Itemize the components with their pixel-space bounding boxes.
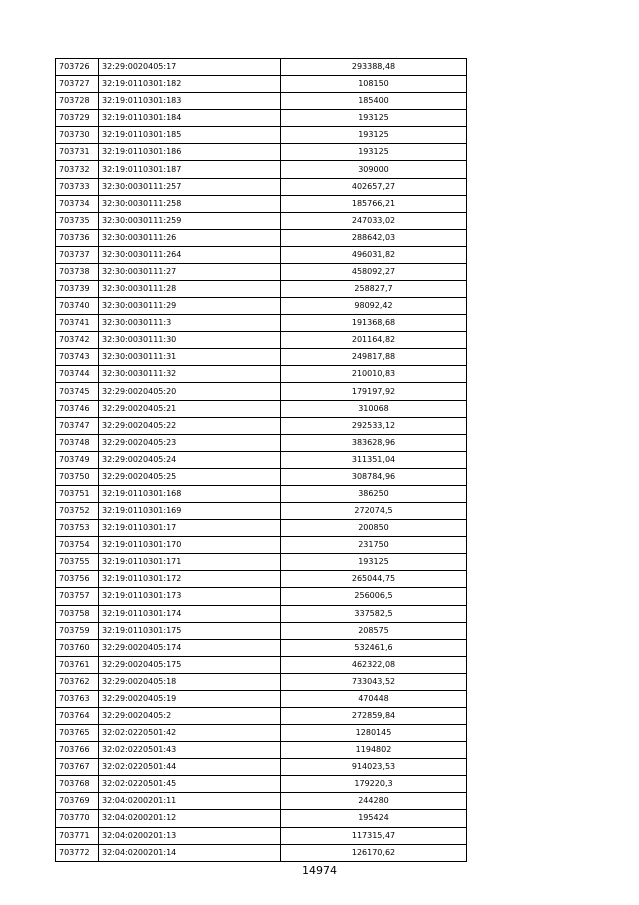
row-id-cell: 703739 xyxy=(56,281,99,298)
cadastral-value-cell: 179197,92 xyxy=(281,383,467,400)
row-id-cell: 703768 xyxy=(56,776,99,793)
cadastral-number-cell: 32:19:0110301:187 xyxy=(99,161,281,178)
cadastral-number-cell: 32:19:0110301:184 xyxy=(99,110,281,127)
cadastral-value-cell: 98092,42 xyxy=(281,298,467,315)
row-id-cell: 703728 xyxy=(56,93,99,110)
row-id-cell: 703755 xyxy=(56,554,99,571)
cadastral-value-cell: 272859,84 xyxy=(281,707,467,724)
row-id-cell: 703765 xyxy=(56,725,99,742)
table-row xyxy=(56,520,467,537)
table-row xyxy=(56,246,467,263)
cadastral-number-cell: 32:19:0110301:17 xyxy=(99,520,281,537)
cadastral-number-cell: 32:29:0020405:22 xyxy=(99,417,281,434)
table-row xyxy=(56,793,467,810)
table-row xyxy=(56,212,467,229)
row-id-cell: 703753 xyxy=(56,520,99,537)
row-id-cell: 703733 xyxy=(56,178,99,195)
row-id-cell: 703729 xyxy=(56,110,99,127)
cadastral-number-cell: 32:19:0110301:174 xyxy=(99,605,281,622)
cadastral-number-cell: 32:19:0110301:171 xyxy=(99,554,281,571)
cadastral-value-cell: 288642,03 xyxy=(281,229,467,246)
cadastral-value-cell: 386250 xyxy=(281,485,467,502)
cadastral-value-cell: 191368,68 xyxy=(281,315,467,332)
table-row xyxy=(56,76,467,93)
table-row xyxy=(56,605,467,622)
table-row xyxy=(56,332,467,349)
cadastral-value-cell: 249817,88 xyxy=(281,349,467,366)
cadastral-value-cell: 914023,53 xyxy=(281,759,467,776)
table-row xyxy=(56,571,467,588)
cadastral-number-cell: 32:19:0110301:169 xyxy=(99,503,281,520)
cadastral-number-cell: 32:29:0020405:175 xyxy=(99,656,281,673)
cadastral-number-cell: 32:19:0110301:186 xyxy=(99,144,281,161)
cadastral-number-cell: 32:29:0020405:2 xyxy=(99,707,281,724)
table-row xyxy=(56,127,467,144)
table-row xyxy=(56,400,467,417)
cadastral-number-cell: 32:04:0200201:13 xyxy=(99,827,281,844)
table-row xyxy=(56,588,467,605)
row-id-cell: 703732 xyxy=(56,161,99,178)
table-row xyxy=(56,383,467,400)
cadastral-number-cell: 32:19:0110301:183 xyxy=(99,93,281,110)
cadastral-number-cell: 32:29:0020405:25 xyxy=(99,468,281,485)
cadastral-value-cell: 292533,12 xyxy=(281,417,467,434)
cadastral-number-cell: 32:02:0220501:42 xyxy=(99,725,281,742)
table-row xyxy=(56,161,467,178)
cadastral-value-cell: 1194802 xyxy=(281,742,467,759)
cadastral-number-cell: 32:29:0020405:174 xyxy=(99,639,281,656)
cadastral-number-cell: 32:19:0110301:182 xyxy=(99,76,281,93)
cadastral-number-cell: 32:30:0030111:31 xyxy=(99,349,281,366)
cadastral-value-cell: 247033,02 xyxy=(281,212,467,229)
cadastral-number-cell: 32:29:0020405:24 xyxy=(99,451,281,468)
cadastral-value-cell: 310068 xyxy=(281,400,467,417)
table-row xyxy=(56,537,467,554)
cadastral-value-cell: 458092,27 xyxy=(281,263,467,280)
cadastral-number-cell: 32:19:0110301:173 xyxy=(99,588,281,605)
cadastral-value-cell: 258827,7 xyxy=(281,281,467,298)
cadastral-number-cell: 32:30:0030111:258 xyxy=(99,195,281,212)
row-id-cell: 703730 xyxy=(56,127,99,144)
row-id-cell: 703771 xyxy=(56,827,99,844)
table-row xyxy=(56,673,467,690)
cadastral-number-cell: 32:02:0220501:45 xyxy=(99,776,281,793)
row-id-cell: 703745 xyxy=(56,383,99,400)
row-id-cell: 703766 xyxy=(56,742,99,759)
cadastral-number-cell: 32:29:0020405:17 xyxy=(99,59,281,76)
cadastral-value-cell: 402657,27 xyxy=(281,178,467,195)
cadastral-number-cell: 32:29:0020405:21 xyxy=(99,400,281,417)
cadastral-value-cell: 308784,96 xyxy=(281,468,467,485)
cadastral-number-cell: 32:29:0020405:19 xyxy=(99,690,281,707)
row-id-cell: 703738 xyxy=(56,263,99,280)
table-body xyxy=(56,59,467,862)
cadastral-number-cell: 32:29:0020405:20 xyxy=(99,383,281,400)
row-id-cell: 703763 xyxy=(56,690,99,707)
row-id-cell: 703746 xyxy=(56,400,99,417)
cadastral-number-cell: 32:19:0110301:172 xyxy=(99,571,281,588)
table-row xyxy=(56,110,467,127)
row-id-cell: 703743 xyxy=(56,349,99,366)
table-row xyxy=(56,349,467,366)
row-id-cell: 703762 xyxy=(56,673,99,690)
table-row xyxy=(56,468,467,485)
table-row xyxy=(56,690,467,707)
table-row xyxy=(56,503,467,520)
cadastral-number-cell: 32:19:0110301:168 xyxy=(99,485,281,502)
table-row xyxy=(56,844,467,861)
cadastral-value-cell: 1280145 xyxy=(281,725,467,742)
cadastral-number-cell: 32:30:0030111:29 xyxy=(99,298,281,315)
table-row xyxy=(56,451,467,468)
cadastral-number-cell: 32:29:0020405:23 xyxy=(99,434,281,451)
row-id-cell: 703742 xyxy=(56,332,99,349)
cadastral-value-cell: 462322,08 xyxy=(281,656,467,673)
cadastral-value-cell: 231750 xyxy=(281,537,467,554)
row-id-cell: 703737 xyxy=(56,246,99,263)
cadastral-value-cell: 193125 xyxy=(281,554,467,571)
cadastral-number-cell: 32:30:0030111:26 xyxy=(99,229,281,246)
row-id-cell: 703761 xyxy=(56,656,99,673)
row-id-cell: 703736 xyxy=(56,229,99,246)
cadastral-value-cell: 179220,3 xyxy=(281,776,467,793)
row-id-cell: 703726 xyxy=(56,59,99,76)
cadastral-value-cell: 265044,75 xyxy=(281,571,467,588)
cadastral-value-cell: 496031,82 xyxy=(281,246,467,263)
cadastral-value-cell: 126170,62 xyxy=(281,844,467,861)
row-id-cell: 703748 xyxy=(56,434,99,451)
table-row xyxy=(56,810,467,827)
table-row xyxy=(56,656,467,673)
row-id-cell: 703741 xyxy=(56,315,99,332)
cadastral-value-cell: 200850 xyxy=(281,520,467,537)
row-id-cell: 703740 xyxy=(56,298,99,315)
table-row xyxy=(56,434,467,451)
cadastral-value-cell: 293388,48 xyxy=(281,59,467,76)
cadastral-number-cell: 32:30:0030111:259 xyxy=(99,212,281,229)
row-id-cell: 703772 xyxy=(56,844,99,861)
table-row xyxy=(56,417,467,434)
row-id-cell: 703744 xyxy=(56,366,99,383)
row-id-cell: 703757 xyxy=(56,588,99,605)
cadastral-number-cell: 32:30:0030111:27 xyxy=(99,263,281,280)
cadastral-value-cell: 470448 xyxy=(281,690,467,707)
table-row xyxy=(56,144,467,161)
cadastral-value-cell: 383628,96 xyxy=(281,434,467,451)
table-row xyxy=(56,93,467,110)
cadastral-value-cell: 193125 xyxy=(281,144,467,161)
row-id-cell: 703749 xyxy=(56,451,99,468)
row-id-cell: 703727 xyxy=(56,76,99,93)
row-id-cell: 703750 xyxy=(56,468,99,485)
table-row xyxy=(56,195,467,212)
table-row xyxy=(56,742,467,759)
row-id-cell: 703747 xyxy=(56,417,99,434)
cadastral-value-cell: 117315,47 xyxy=(281,827,467,844)
table-row xyxy=(56,622,467,639)
cadastral-number-cell: 32:30:0030111:30 xyxy=(99,332,281,349)
table-row xyxy=(56,366,467,383)
table-row xyxy=(56,725,467,742)
cadastral-value-cell: 108150 xyxy=(281,76,467,93)
table-row xyxy=(56,827,467,844)
cadastral-value-cell: 532461,6 xyxy=(281,639,467,656)
cadastral-number-cell: 32:04:0200201:14 xyxy=(99,844,281,861)
row-id-cell: 703767 xyxy=(56,759,99,776)
cadastral-value-cell: 201164,82 xyxy=(281,332,467,349)
table-row xyxy=(56,59,467,76)
table-row xyxy=(56,263,467,280)
table-row xyxy=(56,707,467,724)
cadastral-value-cell: 337582,5 xyxy=(281,605,467,622)
cadastral-number-cell: 32:30:0030111:28 xyxy=(99,281,281,298)
table-row xyxy=(56,315,467,332)
row-id-cell: 703734 xyxy=(56,195,99,212)
cadastral-value-cell: 210010,83 xyxy=(281,366,467,383)
row-id-cell: 703764 xyxy=(56,707,99,724)
row-id-cell: 703758 xyxy=(56,605,99,622)
cadastral-value-cell: 244280 xyxy=(281,793,467,810)
cadastral-number-cell: 32:19:0110301:170 xyxy=(99,537,281,554)
cadastral-number-cell: 32:04:0200201:11 xyxy=(99,793,281,810)
cadastral-value-table xyxy=(55,58,467,862)
table-row xyxy=(56,639,467,656)
cadastral-number-cell: 32:30:0030111:3 xyxy=(99,315,281,332)
cadastral-number-cell: 32:30:0030111:264 xyxy=(99,246,281,263)
cadastral-number-cell: 32:29:0020405:18 xyxy=(99,673,281,690)
row-id-cell: 703770 xyxy=(56,810,99,827)
cadastral-value-cell: 208575 xyxy=(281,622,467,639)
cadastral-value-cell: 185400 xyxy=(281,93,467,110)
cadastral-value-cell: 193125 xyxy=(281,110,467,127)
cadastral-value-cell: 309000 xyxy=(281,161,467,178)
cadastral-value-cell: 272074,5 xyxy=(281,503,467,520)
page-number: 14974 xyxy=(302,864,337,877)
table-row xyxy=(56,281,467,298)
cadastral-number-cell: 32:02:0220501:44 xyxy=(99,759,281,776)
cadastral-number-cell: 32:30:0030111:257 xyxy=(99,178,281,195)
cadastral-number-cell: 32:04:0200201:12 xyxy=(99,810,281,827)
row-id-cell: 703752 xyxy=(56,503,99,520)
cadastral-number-cell: 32:19:0110301:175 xyxy=(99,622,281,639)
table-row xyxy=(56,759,467,776)
cadastral-value-cell: 195424 xyxy=(281,810,467,827)
row-id-cell: 703754 xyxy=(56,537,99,554)
row-id-cell: 703735 xyxy=(56,212,99,229)
table-row xyxy=(56,485,467,502)
cadastral-value-cell: 733043,52 xyxy=(281,673,467,690)
row-id-cell: 703760 xyxy=(56,639,99,656)
row-id-cell: 703751 xyxy=(56,485,99,502)
table-row xyxy=(56,298,467,315)
table-row xyxy=(56,776,467,793)
table-row xyxy=(56,229,467,246)
row-id-cell: 703731 xyxy=(56,144,99,161)
cadastral-number-cell: 32:02:0220501:43 xyxy=(99,742,281,759)
cadastral-number-cell: 32:30:0030111:32 xyxy=(99,366,281,383)
cadastral-value-cell: 193125 xyxy=(281,127,467,144)
table-row xyxy=(56,554,467,571)
row-id-cell: 703769 xyxy=(56,793,99,810)
cadastral-number-cell: 32:19:0110301:185 xyxy=(99,127,281,144)
row-id-cell: 703756 xyxy=(56,571,99,588)
cadastral-value-cell: 256006,5 xyxy=(281,588,467,605)
cadastral-value-cell: 311351,04 xyxy=(281,451,467,468)
row-id-cell: 703759 xyxy=(56,622,99,639)
table-row xyxy=(56,178,467,195)
cadastral-value-cell: 185766,21 xyxy=(281,195,467,212)
